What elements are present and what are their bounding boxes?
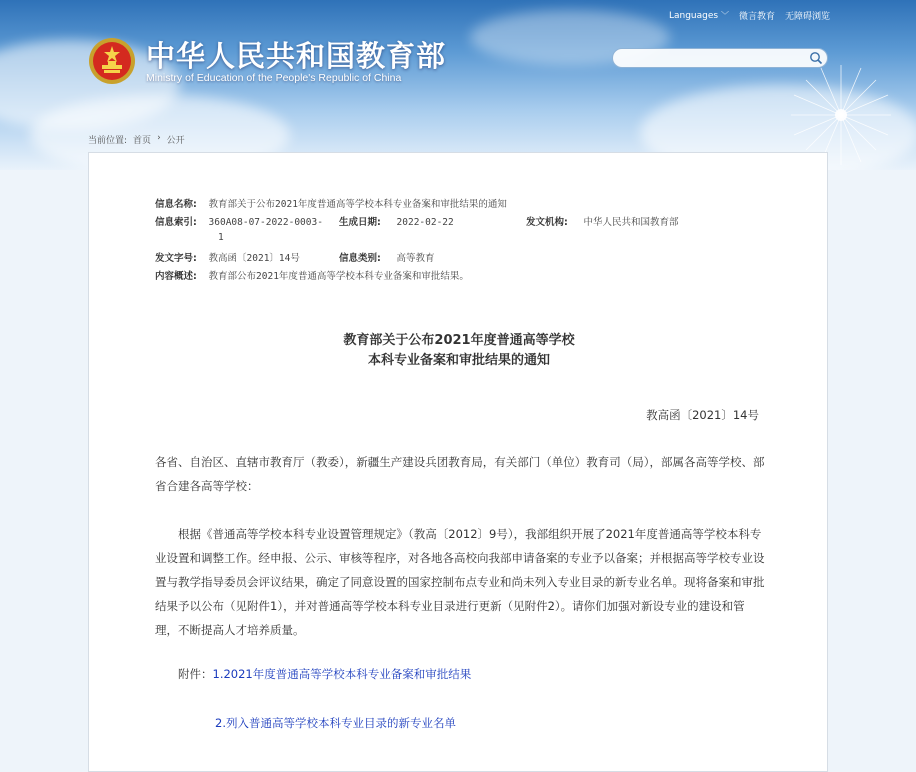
chevron-down-icon: ﹀: [720, 11, 729, 20]
meta-category-value: 高等教育: [396, 253, 435, 264]
content-card: [88, 152, 828, 772]
languages-label: Languages: [668, 11, 719, 21]
link-accessible[interactable]: 无障碍浏览: [784, 12, 830, 22]
document-salutation: 各省、自治区、直辖市教育厅（教委），新疆生产建设兵团教育局，有关部门（单位）教育司（局），部属各高等学校、部省合建各高等学校：: [155, 455, 765, 493]
meta-docno-label: 发文字号:: [155, 253, 197, 264]
meta-category-label: 信息类别:: [339, 253, 381, 264]
top-links: [669, 9, 830, 22]
meta-row-issuer: [526, 214, 679, 228]
meta-row-date: [339, 214, 454, 228]
meta-row-name: [155, 196, 507, 210]
meta-index-label: 信息索引:: [155, 217, 197, 228]
search-input[interactable]: [623, 52, 807, 72]
meta-row-summary: [155, 268, 469, 282]
meta-issuer-label: 发文机构:: [526, 217, 568, 228]
site-title-en: Ministry of Education of the People's Republic of China: [146, 72, 402, 84]
attachment-link-1[interactable]: 1.2021年度普通高等学校本科专业备案和审批结果: [212, 667, 472, 681]
search-icon[interactable]: [809, 51, 823, 65]
attachment-row-2: [215, 715, 456, 731]
meta-row-category: [339, 250, 435, 264]
meta-row-docno: [155, 250, 300, 264]
breadcrumb: [88, 133, 185, 146]
meta-index-value: 360A08-07-2022-0003-: [208, 217, 323, 228]
attachment-link-2[interactable]: 2.列入普通高等学校本科专业目录的新专业名单: [215, 716, 456, 730]
document-body: 根据《普通高等学校本科专业设置管理规定》（教高〔2012〕9号），我部组织开展了2021年度普通高等学校本科专业设置和调整工作。经申报、公示、审核等程序，对各地各高校向我部申请备案的专业予以备案；并根据高等学校专业设置与教学指导委员会评议结果，确定了同意设置的国家控制布点专业和尚未列入专业目录的新专业名单。现将备案和审批结果予以公布（见附件1），并对普通高等学校本科专业目录进行更新（见附件2）。请你们加强对新设专业的建设和管理，不断提高人才培养质量。: [155, 527, 765, 637]
meta-summary-label: 内容概述:: [155, 271, 197, 282]
breadcrumb-label: 当前位置:: [88, 136, 128, 146]
site-title-cn[interactable]: 中华人民共和国教育部: [146, 39, 447, 73]
breadcrumb-home[interactable]: 首页: [133, 136, 152, 146]
meta-summary-value: 教育部公布2021年度普通高等学校本科专业备案和审批结果。: [208, 271, 469, 282]
document-title-line1: 教育部关于公布2021年度普通高等学校: [343, 333, 575, 348]
attachment-label: 附件：: [178, 667, 213, 681]
meta-name-label: 信息名称:: [155, 199, 197, 210]
meta-name-value: 教育部关于公布2021年度普通高等学校本科专业备案和审批结果的通知: [208, 199, 507, 210]
meta-date-value: 2022-02-22: [396, 217, 454, 228]
search-box: [612, 48, 828, 68]
link-old-site[interactable]: 微言教育: [738, 12, 775, 22]
meta-date-label: 生成日期:: [339, 217, 381, 228]
languages-menu[interactable]: [669, 10, 729, 21]
document-title-line2: 本科专业备案和审批结果的通知: [367, 353, 550, 368]
meta-docno-value: 教高函〔2021〕14号: [208, 253, 300, 264]
site-header: [0, 0, 916, 170]
breadcrumb-separator-icon: ›: [157, 133, 161, 143]
national-emblem-icon: [88, 37, 136, 85]
meta-index-value-wrap: 1: [218, 232, 224, 243]
meta-row-index: [155, 214, 323, 228]
meta-issuer-value: 中华人民共和国教育部: [583, 217, 679, 228]
breadcrumb-current[interactable]: 公开: [166, 136, 185, 146]
document-number: 教高函〔2021〕14号: [646, 408, 759, 422]
attachment-row-1: [178, 666, 471, 682]
